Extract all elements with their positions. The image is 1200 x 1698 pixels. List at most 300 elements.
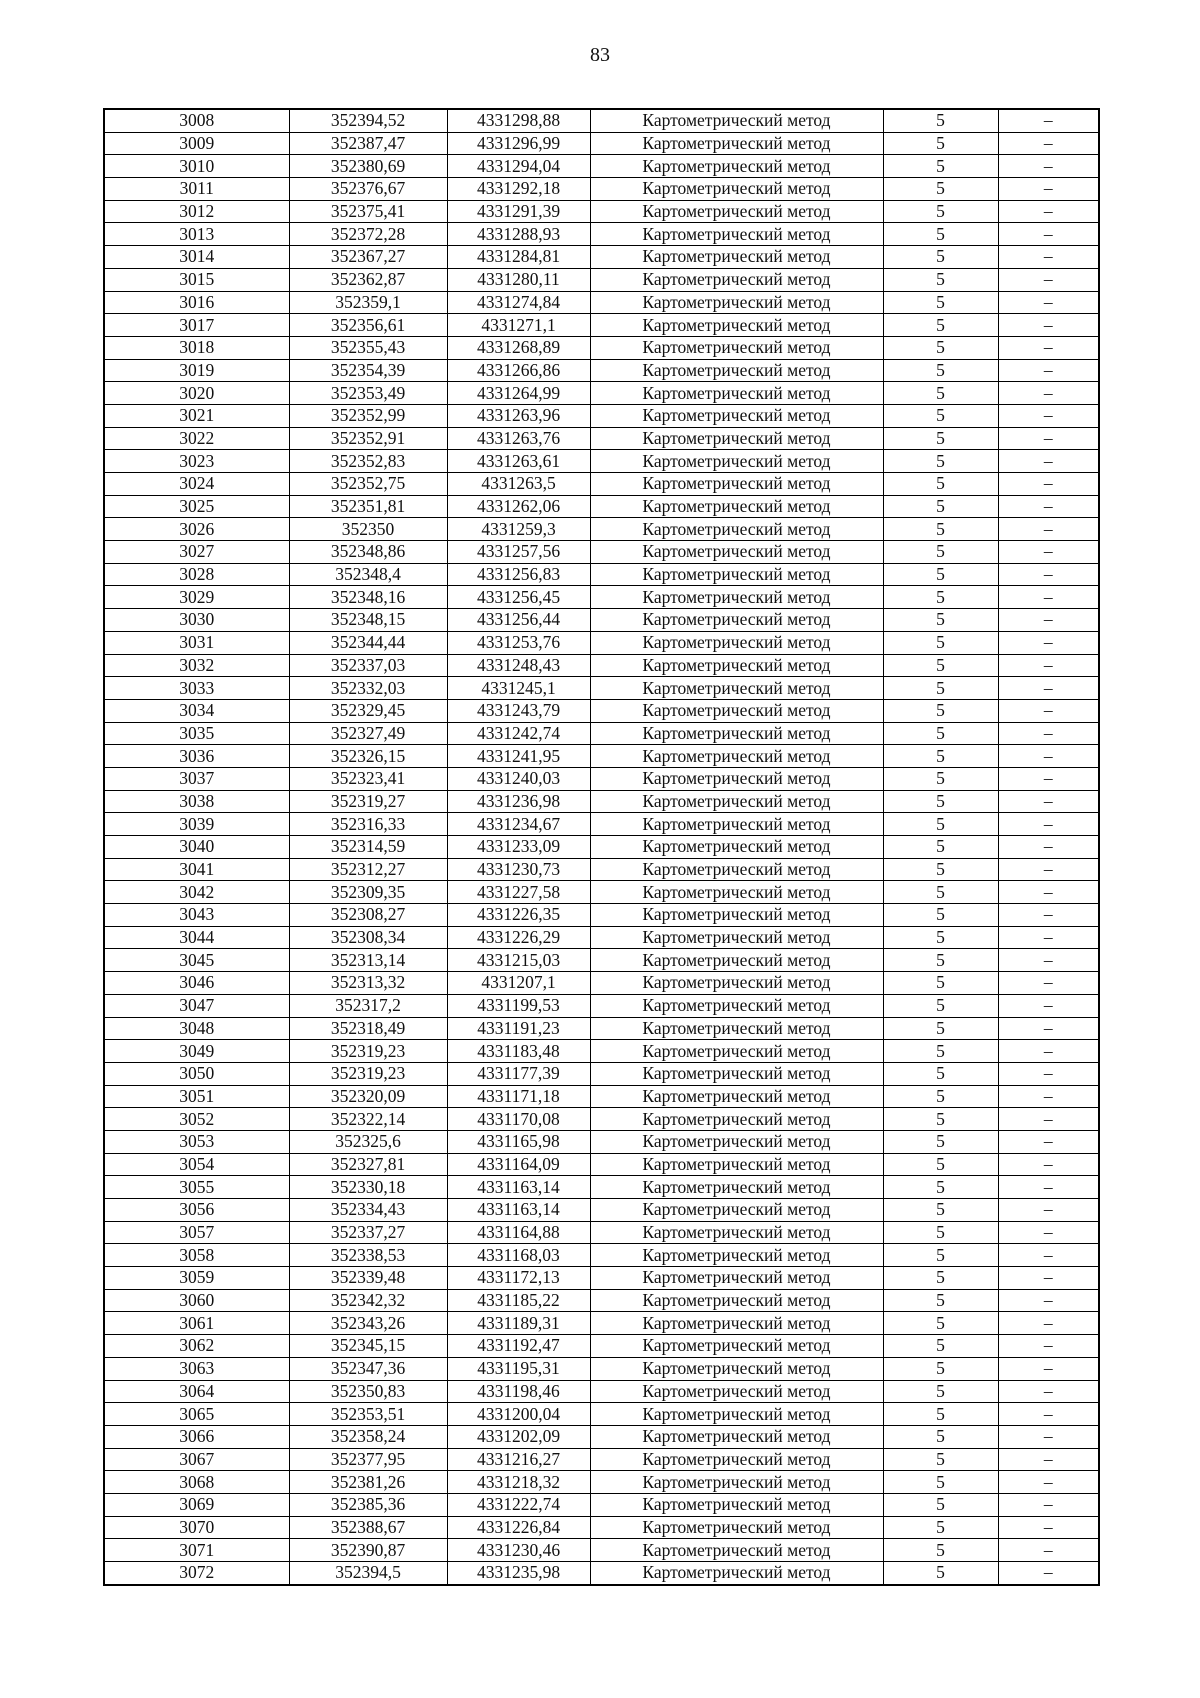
y-coordinate-cell: 4331257,56 [447,541,590,564]
precision-cell: 5 [883,767,998,790]
note-cell: – [998,790,1099,813]
precision-cell: 5 [883,1130,998,1153]
y-coordinate-cell: 4331226,35 [447,904,590,927]
x-coordinate-cell: 352314,59 [289,836,447,859]
y-coordinate-cell: 4331256,45 [447,586,590,609]
note-cell: – [998,1130,1099,1153]
table-row [104,1539,1099,1562]
point-number-cell: 3048 [104,1017,289,1040]
table-row [104,178,1099,201]
x-coordinate-cell: 352313,14 [289,949,447,972]
precision-cell: 5 [883,949,998,972]
table-row [104,1380,1099,1403]
y-coordinate-cell: 4331284,81 [447,246,590,269]
table-row [104,382,1099,405]
method-cell: Картометрический метод [590,1153,883,1176]
point-number-cell: 3012 [104,200,289,223]
y-coordinate-cell: 4331192,47 [447,1335,590,1358]
precision-cell: 5 [883,1289,998,1312]
table-row [104,1062,1099,1085]
table-row [104,654,1099,677]
point-number-cell: 3011 [104,178,289,201]
table-row [104,1108,1099,1131]
x-coordinate-cell: 352313,32 [289,972,447,995]
precision-cell: 5 [883,881,998,904]
y-coordinate-cell: 4331280,11 [447,268,590,291]
x-coordinate-cell: 352348,86 [289,541,447,564]
table-row [104,200,1099,223]
point-number-cell: 3056 [104,1199,289,1222]
table-row [104,1130,1099,1153]
method-cell: Картометрический метод [590,359,883,382]
y-coordinate-cell: 4331241,95 [447,745,590,768]
method-cell: Картометрический метод [590,109,883,132]
method-cell: Картометрический метод [590,518,883,541]
y-coordinate-cell: 4331230,73 [447,858,590,881]
point-number-cell: 3035 [104,722,289,745]
method-cell: Картометрический метод [590,836,883,859]
table-row [104,881,1099,904]
method-cell: Картометрический метод [590,699,883,722]
point-number-cell: 3025 [104,495,289,518]
y-coordinate-cell: 4331298,88 [447,109,590,132]
table-row [104,972,1099,995]
note-cell: – [998,904,1099,927]
coordinates-table [103,108,1100,1586]
note-cell: – [998,1017,1099,1040]
x-coordinate-cell: 352347,36 [289,1357,447,1380]
method-cell: Картометрический метод [590,1017,883,1040]
y-coordinate-cell: 4331164,09 [447,1153,590,1176]
precision-cell: 5 [883,904,998,927]
precision-cell: 5 [883,1539,998,1562]
x-coordinate-cell: 352387,47 [289,132,447,155]
point-number-cell: 3062 [104,1335,289,1358]
y-coordinate-cell: 4331200,04 [447,1403,590,1426]
note-cell: – [998,654,1099,677]
method-cell: Картометрический метод [590,949,883,972]
method-cell: Картометрический метод [590,155,883,178]
note-cell: – [998,382,1099,405]
point-number-cell: 3008 [104,109,289,132]
x-coordinate-cell: 352351,81 [289,495,447,518]
precision-cell: 5 [883,291,998,314]
method-cell: Картометрический метод [590,926,883,949]
precision-cell: 5 [883,1403,998,1426]
note-cell: – [998,745,1099,768]
y-coordinate-cell: 4331226,29 [447,926,590,949]
table-row [104,1017,1099,1040]
method-cell: Картометрический метод [590,382,883,405]
x-coordinate-cell: 352358,24 [289,1425,447,1448]
x-coordinate-cell: 352338,53 [289,1244,447,1267]
note-cell: – [998,1312,1099,1335]
precision-cell: 5 [883,1425,998,1448]
method-cell: Картометрический метод [590,1425,883,1448]
point-number-cell: 3064 [104,1380,289,1403]
y-coordinate-cell: 4331263,76 [447,427,590,450]
method-cell: Картометрический метод [590,881,883,904]
note-cell: – [998,631,1099,654]
note-cell: – [998,450,1099,473]
table-row [104,836,1099,859]
table-row [104,473,1099,496]
table-row [104,813,1099,836]
y-coordinate-cell: 4331264,99 [447,382,590,405]
note-cell: – [998,1539,1099,1562]
note-cell: – [998,200,1099,223]
x-coordinate-cell: 352309,35 [289,881,447,904]
note-cell: – [998,246,1099,269]
precision-cell: 5 [883,1199,998,1222]
method-cell: Картометрический метод [590,586,883,609]
precision-cell: 5 [883,246,998,269]
note-cell: – [998,1448,1099,1471]
y-coordinate-cell: 4331198,46 [447,1380,590,1403]
method-cell: Картометрический метод [590,563,883,586]
y-coordinate-cell: 4331170,08 [447,1108,590,1131]
point-number-cell: 3059 [104,1267,289,1290]
point-number-cell: 3052 [104,1108,289,1131]
table-row [104,1493,1099,1516]
point-number-cell: 3028 [104,563,289,586]
table-row [104,1221,1099,1244]
table-row [104,359,1099,382]
note-cell: – [998,336,1099,359]
method-cell: Картометрический метод [590,858,883,881]
x-coordinate-cell: 352390,87 [289,1539,447,1562]
point-number-cell: 3061 [104,1312,289,1335]
point-number-cell: 3047 [104,994,289,1017]
note-cell: – [998,518,1099,541]
note-cell: – [998,1357,1099,1380]
y-coordinate-cell: 4331263,61 [447,450,590,473]
note-cell: – [998,1516,1099,1539]
precision-cell: 5 [883,926,998,949]
y-coordinate-cell: 4331216,27 [447,1448,590,1471]
method-cell: Картометрический метод [590,1040,883,1063]
table-row [104,745,1099,768]
x-coordinate-cell: 352344,44 [289,631,447,654]
y-coordinate-cell: 4331263,96 [447,404,590,427]
point-number-cell: 3020 [104,382,289,405]
table-row [104,1085,1099,1108]
method-cell: Картометрический метод [590,1176,883,1199]
y-coordinate-cell: 4331171,18 [447,1085,590,1108]
x-coordinate-cell: 352329,45 [289,699,447,722]
note-cell: – [998,178,1099,201]
precision-cell: 5 [883,132,998,155]
point-number-cell: 3037 [104,767,289,790]
table-row [104,949,1099,972]
table-row [104,994,1099,1017]
point-number-cell: 3053 [104,1130,289,1153]
method-cell: Картометрический метод [590,223,883,246]
note-cell: – [998,1244,1099,1267]
precision-cell: 5 [883,268,998,291]
x-coordinate-cell: 352354,39 [289,359,447,382]
method-cell: Картометрический метод [590,246,883,269]
x-coordinate-cell: 352339,48 [289,1267,447,1290]
x-coordinate-cell: 352353,51 [289,1403,447,1426]
point-number-cell: 3014 [104,246,289,269]
note-cell: – [998,1085,1099,1108]
note-cell: – [998,677,1099,700]
point-number-cell: 3066 [104,1425,289,1448]
method-cell: Картометрический метод [590,1108,883,1131]
note-cell: – [998,767,1099,790]
x-coordinate-cell: 352318,49 [289,1017,447,1040]
precision-cell: 5 [883,654,998,677]
note-cell: – [998,1471,1099,1494]
precision-cell: 5 [883,473,998,496]
table-row [104,518,1099,541]
note-cell: – [998,1199,1099,1222]
table-row [104,268,1099,291]
x-coordinate-cell: 352326,15 [289,745,447,768]
precision-cell: 5 [883,813,998,836]
precision-cell: 5 [883,200,998,223]
x-coordinate-cell: 352322,14 [289,1108,447,1131]
note-cell: – [998,881,1099,904]
table-row [104,904,1099,927]
method-cell: Картометрический метод [590,178,883,201]
table-row [104,450,1099,473]
table-row [104,790,1099,813]
point-number-cell: 3070 [104,1516,289,1539]
precision-cell: 5 [883,699,998,722]
y-coordinate-cell: 4331164,88 [447,1221,590,1244]
y-coordinate-cell: 4331292,18 [447,178,590,201]
point-number-cell: 3019 [104,359,289,382]
table-row [104,246,1099,269]
method-cell: Картометрический метод [590,1085,883,1108]
note-cell: – [998,314,1099,337]
table-row [104,1176,1099,1199]
y-coordinate-cell: 4331215,03 [447,949,590,972]
y-coordinate-cell: 4331291,39 [447,200,590,223]
method-cell: Картометрический метод [590,677,883,700]
precision-cell: 5 [883,836,998,859]
point-number-cell: 3071 [104,1539,289,1562]
table-row [104,404,1099,427]
point-number-cell: 3015 [104,268,289,291]
precision-cell: 5 [883,609,998,632]
precision-cell: 5 [883,1267,998,1290]
y-coordinate-cell: 4331172,13 [447,1267,590,1290]
y-coordinate-cell: 4331253,76 [447,631,590,654]
point-number-cell: 3050 [104,1062,289,1085]
table-row [104,1403,1099,1426]
x-coordinate-cell: 352388,67 [289,1516,447,1539]
table-row [104,1153,1099,1176]
x-coordinate-cell: 352348,4 [289,563,447,586]
y-coordinate-cell: 4331296,99 [447,132,590,155]
method-cell: Картометрический метод [590,722,883,745]
point-number-cell: 3060 [104,1289,289,1312]
precision-cell: 5 [883,518,998,541]
method-cell: Картометрический метод [590,1403,883,1426]
precision-cell: 5 [883,1040,998,1063]
y-coordinate-cell: 4331294,04 [447,155,590,178]
x-coordinate-cell: 352319,23 [289,1040,447,1063]
precision-cell: 5 [883,1153,998,1176]
precision-cell: 5 [883,1062,998,1085]
point-number-cell: 3063 [104,1357,289,1380]
note-cell: – [998,359,1099,382]
point-number-cell: 3038 [104,790,289,813]
y-coordinate-cell: 4331242,74 [447,722,590,745]
method-cell: Картометрический метод [590,654,883,677]
precision-cell: 5 [883,1471,998,1494]
point-number-cell: 3044 [104,926,289,949]
precision-cell: 5 [883,382,998,405]
point-number-cell: 3030 [104,609,289,632]
point-number-cell: 3026 [104,518,289,541]
point-number-cell: 3023 [104,450,289,473]
point-number-cell: 3051 [104,1085,289,1108]
method-cell: Картометрический метод [590,813,883,836]
note-cell: – [998,1335,1099,1358]
point-number-cell: 3049 [104,1040,289,1063]
y-coordinate-cell: 4331185,22 [447,1289,590,1312]
point-number-cell: 3072 [104,1562,289,1585]
x-coordinate-cell: 352342,32 [289,1289,447,1312]
point-number-cell: 3040 [104,836,289,859]
x-coordinate-cell: 352352,91 [289,427,447,450]
x-coordinate-cell: 352355,43 [289,336,447,359]
x-coordinate-cell: 352308,27 [289,904,447,927]
x-coordinate-cell: 352375,41 [289,200,447,223]
x-coordinate-cell: 352317,2 [289,994,447,1017]
point-number-cell: 3039 [104,813,289,836]
y-coordinate-cell: 4331236,98 [447,790,590,813]
y-coordinate-cell: 4331177,39 [447,1062,590,1085]
table-row [104,563,1099,586]
method-cell: Картометрический метод [590,631,883,654]
point-number-cell: 3067 [104,1448,289,1471]
table-row [104,722,1099,745]
x-coordinate-cell: 352377,95 [289,1448,447,1471]
note-cell: – [998,563,1099,586]
precision-cell: 5 [883,541,998,564]
y-coordinate-cell: 4331226,84 [447,1516,590,1539]
method-cell: Картометрический метод [590,767,883,790]
method-cell: Картометрический метод [590,473,883,496]
x-coordinate-cell: 352323,41 [289,767,447,790]
method-cell: Картометрический метод [590,1539,883,1562]
y-coordinate-cell: 4331183,48 [447,1040,590,1063]
method-cell: Картометрический метод [590,994,883,1017]
y-coordinate-cell: 4331230,46 [447,1539,590,1562]
method-cell: Картометрический метод [590,1380,883,1403]
note-cell: – [998,1108,1099,1131]
note-cell: – [998,1493,1099,1516]
precision-cell: 5 [883,450,998,473]
precision-cell: 5 [883,495,998,518]
note-cell: – [998,813,1099,836]
x-coordinate-cell: 352353,49 [289,382,447,405]
point-number-cell: 3042 [104,881,289,904]
x-coordinate-cell: 352337,27 [289,1221,447,1244]
y-coordinate-cell: 4331243,79 [447,699,590,722]
table-row [104,1335,1099,1358]
precision-cell: 5 [883,1516,998,1539]
y-coordinate-cell: 4331199,53 [447,994,590,1017]
point-number-cell: 3013 [104,223,289,246]
method-cell: Картометрический метод [590,132,883,155]
precision-cell: 5 [883,1085,998,1108]
x-coordinate-cell: 352394,52 [289,109,447,132]
y-coordinate-cell: 4331235,98 [447,1562,590,1585]
note-cell: – [998,1153,1099,1176]
method-cell: Картометрический метод [590,200,883,223]
x-coordinate-cell: 352320,09 [289,1085,447,1108]
method-cell: Картометрический метод [590,1493,883,1516]
table-row [104,223,1099,246]
precision-cell: 5 [883,1176,998,1199]
y-coordinate-cell: 4331248,43 [447,654,590,677]
method-cell: Картометрический метод [590,404,883,427]
y-coordinate-cell: 4331266,86 [447,359,590,382]
y-coordinate-cell: 4331259,3 [447,518,590,541]
note-cell: – [998,1176,1099,1199]
table-row [104,926,1099,949]
x-coordinate-cell: 352348,15 [289,609,447,632]
precision-cell: 5 [883,1244,998,1267]
table-row [104,767,1099,790]
y-coordinate-cell: 4331202,09 [447,1425,590,1448]
table-row [104,427,1099,450]
note-cell: – [998,1380,1099,1403]
precision-cell: 5 [883,631,998,654]
precision-cell: 5 [883,677,998,700]
y-coordinate-cell: 4331233,09 [447,836,590,859]
precision-cell: 5 [883,790,998,813]
point-number-cell: 3043 [104,904,289,927]
y-coordinate-cell: 4331288,93 [447,223,590,246]
table-row [104,1448,1099,1471]
y-coordinate-cell: 4331227,58 [447,881,590,904]
table-row [104,1562,1099,1585]
x-coordinate-cell: 352337,03 [289,654,447,677]
precision-cell: 5 [883,427,998,450]
x-coordinate-cell: 352327,81 [289,1153,447,1176]
note-cell: – [998,291,1099,314]
note-cell: – [998,223,1099,246]
x-coordinate-cell: 352359,1 [289,291,447,314]
precision-cell: 5 [883,745,998,768]
table-row [104,1357,1099,1380]
note-cell: – [998,722,1099,745]
x-coordinate-cell: 352312,27 [289,858,447,881]
x-coordinate-cell: 352343,26 [289,1312,447,1335]
method-cell: Картометрический метод [590,336,883,359]
y-coordinate-cell: 4331165,98 [447,1130,590,1153]
note-cell: – [998,926,1099,949]
x-coordinate-cell: 352327,49 [289,722,447,745]
table-row [104,631,1099,654]
precision-cell: 5 [883,1221,998,1244]
point-number-cell: 3031 [104,631,289,654]
method-cell: Картометрический метод [590,904,883,927]
point-number-cell: 3016 [104,291,289,314]
precision-cell: 5 [883,1562,998,1585]
precision-cell: 5 [883,223,998,246]
table-row [104,314,1099,337]
table-row [104,495,1099,518]
method-cell: Картометрический метод [590,291,883,314]
